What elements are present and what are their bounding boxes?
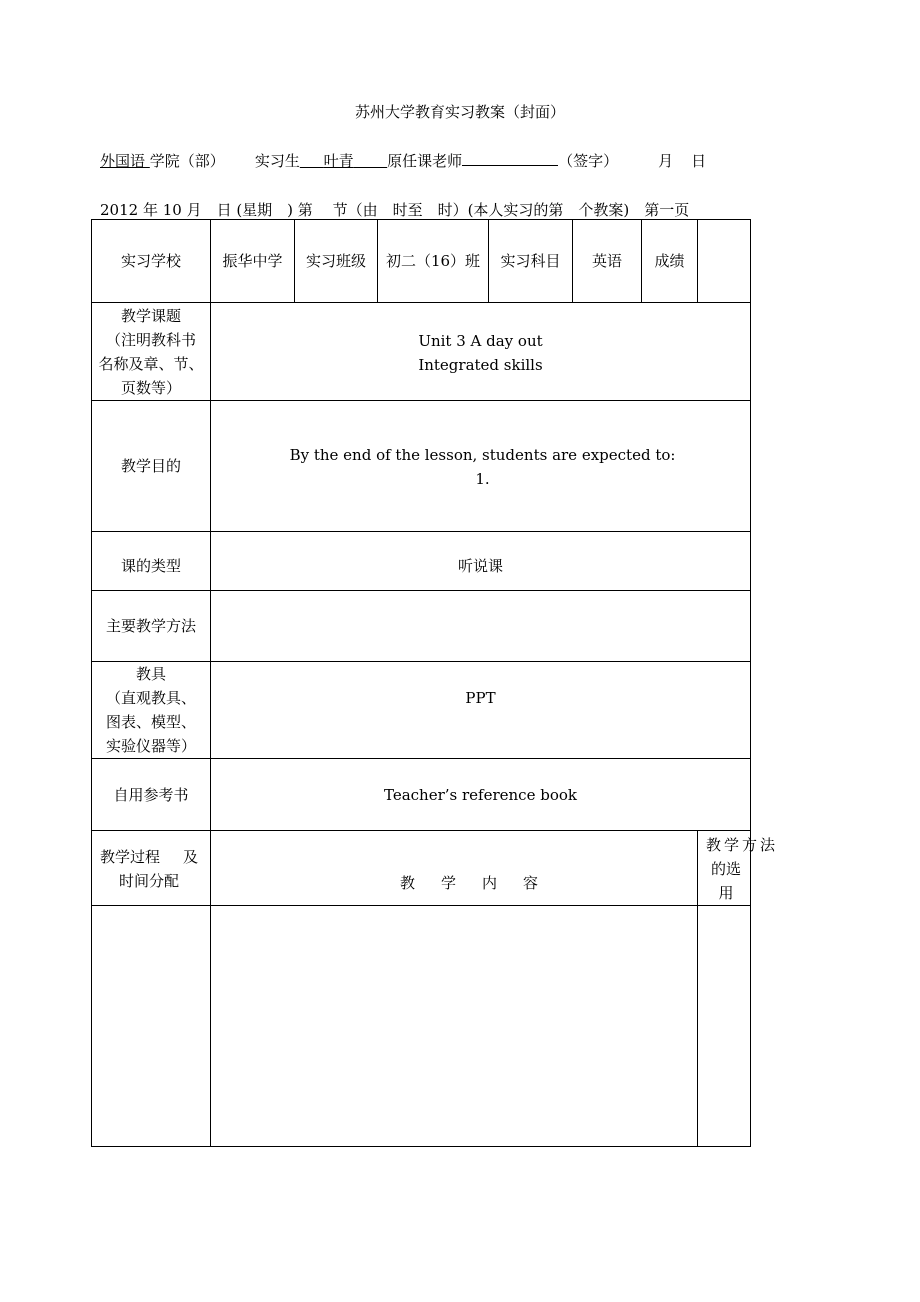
reference-label: 自用参考书	[92, 759, 211, 831]
process-col3-header: 教学方法 的选用	[698, 831, 751, 906]
grade-label: 成绩	[642, 220, 698, 303]
subject-label: 实习科目	[489, 220, 573, 303]
row-objective	[92, 401, 751, 532]
objective-label: 教学目的	[92, 401, 211, 532]
process-col1-header: 教学过程 及 时间分配	[92, 831, 211, 906]
row-topic	[92, 303, 751, 401]
row-process-header	[92, 831, 751, 906]
college-suffix: 学院（部）	[149, 152, 225, 170]
school-label: 实习学校	[92, 220, 211, 303]
class-value: 初二（16）班	[378, 220, 489, 303]
aids-value: PPT	[211, 662, 751, 759]
intern-label: 实习生	[254, 152, 300, 170]
class-label: 实习班级	[295, 220, 378, 303]
school-value: 振华中学	[211, 220, 295, 303]
aids-label: 教具 （直观教具、 图表、模型、 实验仪器等）	[92, 662, 211, 759]
row-aids	[92, 662, 751, 759]
process-time-cell	[92, 906, 211, 1147]
subject-value: 英语	[573, 220, 642, 303]
method-label: 主要教学方法	[92, 591, 211, 662]
topic-label: 教学课题 （注明教科书 名称及章、节、 页数等）	[92, 303, 211, 401]
row-process-body	[92, 906, 751, 1147]
sign-label: （签字）	[558, 152, 619, 170]
topic-value: Unit 3 A day out Integrated skills	[211, 303, 751, 401]
college-value: 外国语	[100, 152, 146, 170]
lesson-type-label: 课的类型	[92, 532, 211, 591]
process-content-cell	[211, 906, 698, 1147]
teacher-label: 原任课老师	[387, 152, 463, 170]
day-label: 日	[691, 152, 707, 170]
reference-value: Teacher’s reference book	[211, 759, 751, 831]
method-value	[211, 591, 751, 662]
row-lesson-type	[92, 532, 751, 591]
header-line-1	[100, 150, 760, 171]
document-title: 苏州大学教育实习教案（封面）	[354, 103, 565, 121]
process-col2-header: 教学内容	[211, 831, 698, 906]
row-method	[92, 591, 751, 662]
process-method-cell	[698, 906, 751, 1147]
teacher-blank	[462, 151, 558, 166]
row-reference	[92, 759, 751, 831]
row-basic-info	[92, 220, 751, 303]
lesson-plan-table	[91, 219, 779, 1147]
lesson-type-value: 听说课	[211, 532, 751, 591]
grade-value	[698, 220, 751, 303]
month-label: 月	[658, 152, 674, 170]
objective-value: By the end of the lesson, students are expected to: 1.	[211, 401, 751, 532]
intern-name: 叶青	[323, 152, 354, 170]
header-line-2: 2012 年 10 月 日 (星期 ) 第 节（由 时至 时）(本人实习的第 个教案) 第一页	[100, 201, 690, 219]
